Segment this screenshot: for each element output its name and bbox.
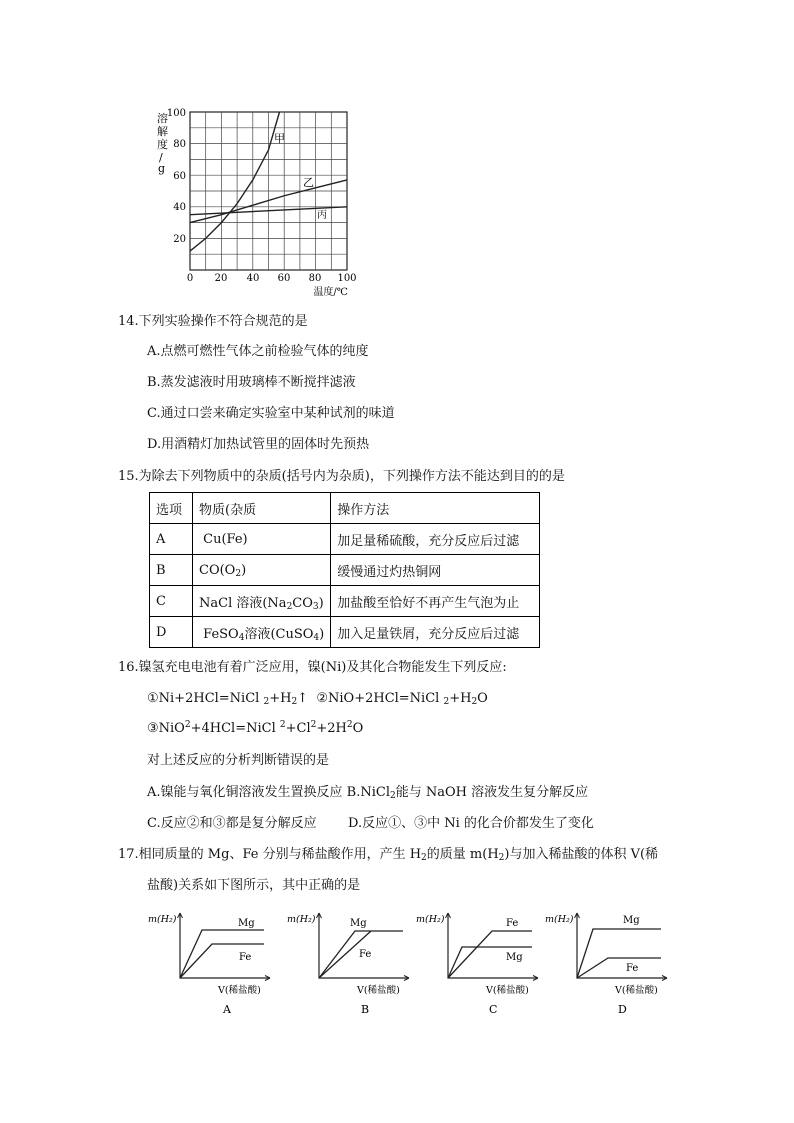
eq-text: ②NiO+2HCl=NiCl [316, 691, 440, 706]
cell-method: 加入足量铁屑，充分反应后过滤 [331, 617, 540, 648]
curve-label-top: Mg [623, 915, 640, 926]
q17-stem-line-2: 盐酸)关系如下图所示，其中正确的是 [147, 878, 361, 893]
q15-stem: 15.为除去下列物质中的杂质(括号内为杂质)，下列操作方法不能达到目的的是 [118, 469, 565, 484]
subscript: 2 [263, 697, 270, 707]
eq-text: ①Ni+2HCl=NiCl [147, 691, 260, 706]
superscript: 2 [310, 720, 317, 730]
graph-option-label: A [223, 1003, 231, 1016]
eq-text: ③NiO [147, 721, 185, 736]
substance-text: ) [319, 626, 325, 642]
q16-option-a: A.镍能与氧化铜溶液发生置换反应 [147, 785, 343, 800]
table-header-row [150, 493, 540, 524]
x-axis-label: 温度/℃ [313, 287, 348, 298]
curve-label-top: Mg [238, 918, 255, 929]
eq-text: +4HCl=NiCl [190, 721, 276, 736]
substance-text: CO [292, 595, 313, 611]
ylabel-char: / [159, 151, 163, 164]
stem-text: 的质量 m(H [426, 847, 499, 862]
y-tick-label: 60 [173, 171, 186, 182]
subscript: 2 [498, 853, 505, 863]
curve-label-bing: 丙 [317, 210, 327, 221]
eq-text: ↑ [297, 691, 309, 706]
substance-text: NaCl 溶液(Na [199, 595, 287, 611]
x-axis-label: V(稀盐酸) [486, 985, 529, 996]
cell-option: B [150, 555, 193, 586]
y-tick-label: 100 [166, 108, 186, 119]
table-row [150, 617, 540, 648]
x-axis-label: V(稀盐酸) [357, 985, 400, 996]
q16-equation-3 [147, 720, 363, 738]
subscript: 4 [313, 632, 320, 643]
equation-2 [316, 691, 488, 706]
header-method: 操作方法 [331, 493, 540, 524]
x-tick-label: 80 [308, 273, 322, 284]
x-tick-label: 20 [214, 273, 228, 284]
eq-text: +H [269, 691, 292, 706]
option-text: B.NiCl [346, 785, 390, 800]
x-axis-label: V(稀盐酸) [218, 985, 261, 996]
curve-label-bottom: Fe [626, 963, 639, 974]
cell-method: 加盐酸至恰好不再产生气泡为止 [331, 586, 540, 617]
solubility-chart [150, 100, 360, 300]
stem-text: 17.相同质量的 Mg、Fe 分别与稀盐酸作用，产生 H [118, 847, 422, 862]
substance-text: ) [318, 595, 324, 611]
graph-b [287, 905, 417, 1017]
y-tick-label: 40 [173, 202, 186, 213]
graph-d [545, 905, 675, 1017]
curve-label-top: Fe [506, 918, 519, 929]
header-option: 选项 [150, 493, 193, 524]
x-axis-label: V(稀盐酸) [615, 985, 658, 996]
q16-equations-1-2 [147, 690, 488, 708]
eq-text: +H [449, 691, 472, 706]
stem-text: )与加入稀盐酸的体积 V(稀 [504, 847, 659, 862]
q16-option-b [347, 785, 588, 800]
subscript: 2 [421, 853, 427, 863]
subscript: 2 [286, 601, 293, 612]
ylabel-char: g [158, 162, 166, 175]
subscript: 2 [235, 568, 242, 579]
graph-option-label: B [361, 1003, 370, 1016]
table-row [150, 586, 540, 617]
subscript: 3 [312, 601, 319, 612]
cell-substance [193, 617, 331, 648]
q16-option-c: C.反应②和③都是复分解反应 [147, 816, 317, 831]
y-axis-label: m(H₂) [545, 914, 574, 925]
cell-option: A [150, 524, 193, 555]
ylabel-char: 度 [157, 138, 168, 151]
q16-option-d: D.反应①、③中 Ni 的化合价都发生了变化 [348, 816, 594, 831]
substance-text: Cu(Fe) [203, 531, 248, 547]
graph-c [416, 905, 546, 1017]
x-tick-label: 40 [246, 273, 260, 284]
y-tick-label: 20 [173, 234, 186, 245]
q14-option-b: B.蒸发滤液时用玻璃棒不断搅拌滤液 [147, 375, 356, 390]
x-tick-label: 60 [277, 273, 291, 284]
table-row [150, 524, 540, 555]
cell-substance [193, 524, 331, 555]
q16-options-ab [147, 784, 588, 802]
header-substance: 物质(杂质 [193, 493, 331, 524]
y-axis-label: m(H₂) [148, 914, 177, 925]
graph-option-label: D [618, 1003, 627, 1016]
cell-method: 缓慢通过灼热铜网 [331, 555, 540, 586]
curve-label-yi: 乙 [303, 176, 314, 189]
subscript: 2 [471, 697, 478, 707]
superscript: 2 [279, 720, 286, 730]
eq-text: +Cl [285, 721, 311, 736]
subscript: 2 [291, 697, 298, 707]
subscript: 2 [390, 791, 396, 801]
cell-option: D [150, 617, 193, 648]
superscript: 2 [346, 720, 353, 730]
curve-label-bottom: Fe [359, 949, 372, 960]
equation-1 [147, 691, 308, 706]
graph-option-label: C [489, 1003, 498, 1016]
cell-substance [193, 586, 331, 617]
table-row [150, 555, 540, 586]
q15-table [149, 492, 540, 648]
x-tick-label: 0 [186, 273, 194, 284]
curve-label-top: Mg [350, 918, 367, 929]
y-axis-label: m(H₂) [287, 914, 316, 925]
q14-stem: 14.下列实验操作不符合规范的是 [118, 314, 308, 329]
eq-text: O [477, 691, 488, 706]
eq-text: +2H [316, 721, 347, 736]
eq-text: O [352, 721, 364, 736]
subscript: 4 [238, 632, 245, 643]
cell-method: 加足量稀硫酸，充分反应后过滤 [331, 524, 540, 555]
curve-label-bottom: Mg [506, 952, 523, 963]
q16-stem: 16.镍氢充电电池有着广泛应用，镍(Ni)及其化合物能发生下列反应: [118, 660, 507, 675]
y-axis-label: m(H₂) [416, 914, 445, 925]
q17-stem-line-1 [118, 846, 658, 864]
cell-substance [193, 555, 331, 586]
q14-option-c: C.通过口尝来确定实验室中某种试剂的味道 [147, 406, 395, 421]
superscript: 2 [184, 720, 191, 730]
graph-a [148, 905, 278, 1017]
cell-option: C [150, 586, 193, 617]
y-tick-label: 80 [173, 139, 186, 150]
curve-label-bottom: Fe [239, 952, 252, 963]
q14-option-a: A.点燃可燃性气体之前检验气体的纯度 [147, 344, 369, 359]
option-text: 能与 NaOH 溶液发生复分解反应 [395, 785, 589, 800]
q14-option-d: D.用酒精灯加热试管里的固体时先预热 [147, 437, 370, 452]
ylabel-char: 解 [157, 125, 168, 138]
substance-text: FeSO [203, 626, 239, 642]
substance-text: ) [241, 562, 247, 578]
subscript: 2 [443, 697, 450, 707]
substance-text: 溶液(CuSO [244, 626, 314, 642]
x-tick-label: 100 [337, 273, 357, 284]
q16-prompt: 对上述反应的分析判断错误的是 [147, 753, 330, 768]
curve-label-jia: 甲 [274, 132, 285, 145]
substance-text: CO(O [199, 562, 236, 578]
ylabel-char: 溶 [157, 112, 168, 125]
